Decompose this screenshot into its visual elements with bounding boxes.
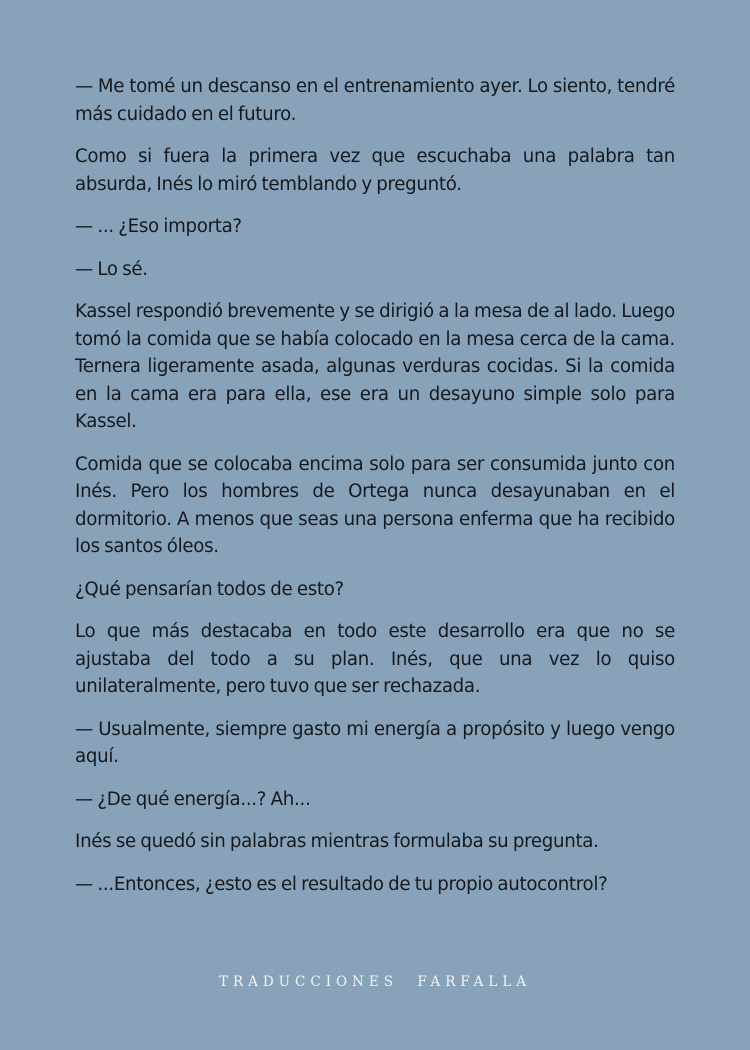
paragraph: Inés se quedó sin palabras mientras formulaba su pregunta. <box>75 831 599 852</box>
page-body <box>75 73 675 913</box>
paragraph: Kassel respondió brevemente y se dirigió a la mesa de al lado. Luego tomó la comida que se había colocado en la mesa cerca de la cama. Ternera ligeramente asada, algunas verduras cocidas. Si la comida en la cama era para ella, ese era un desayuno simple solo para Kassel. <box>75 301 675 432</box>
footer-watermark: TRADUCCIONES FARFALLA <box>218 974 532 990</box>
paragraph: ¿Qué pensarían todos de esto? <box>75 578 344 600</box>
paragraph: — Usualmente, siempre gasto mi energía a propósito y luego vengo aquí. <box>75 718 675 767</box>
paragraph: — ¿De qué energía...? Ah... <box>75 788 311 810</box>
paragraph: — ...Entonces, ¿esto es el resultado de tu propio autocontrol? <box>75 873 608 895</box>
paragraph: Como si fuera la primera vez que escuchaba una palabra tan absurda, Inés lo miró temblando y preguntó. <box>75 146 675 195</box>
paragraph: — Me tomé un descanso en el entrenamiento ayer. Lo siento, tendré más cuidado en el futuro. <box>75 76 675 125</box>
paragraph: — Lo sé. <box>75 258 148 280</box>
paragraph: Comida que se colocaba encima solo para ser consumida junto con Inés. Pero los hombres de Ortega nunca desayunaban en el dormitorio. A menos que seas una persona enferma que ha recibido los santos óleos. <box>75 453 675 557</box>
paragraph: Lo que más destacaba en todo este desarrollo era que no se ajustaba del todo a su plan. Inés, que una vez lo quiso unilateralmente, pero tuvo que ser rechazada. <box>75 621 675 697</box>
paragraph: — ... ¿Eso importa? <box>75 216 242 237</box>
